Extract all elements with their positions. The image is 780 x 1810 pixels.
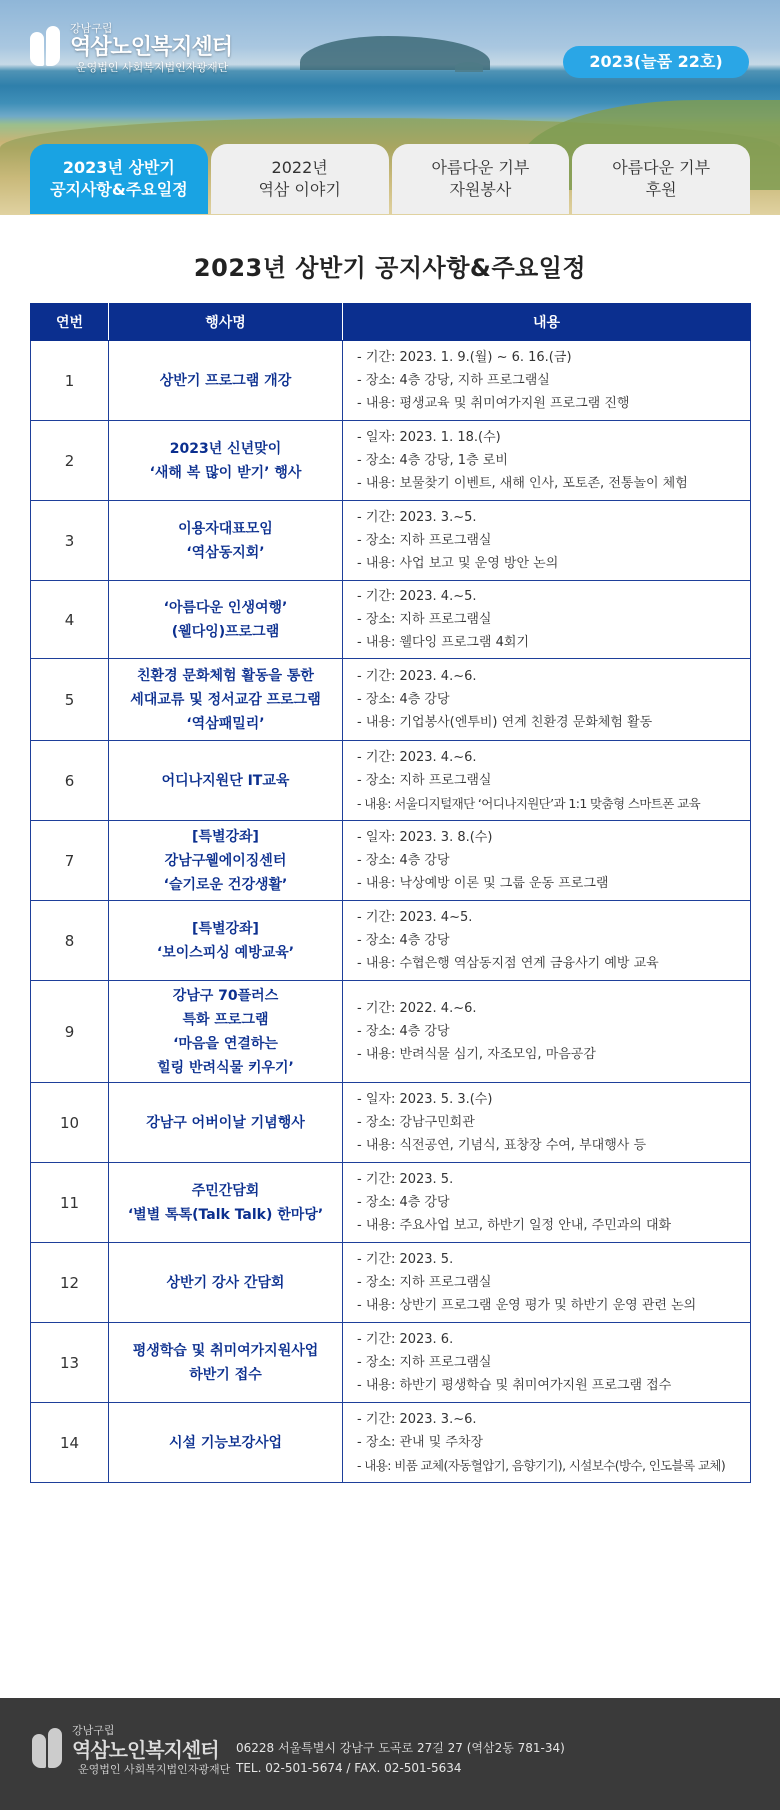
event-details [343,1243,751,1323]
row-number: 2 [31,421,109,501]
detail-line: - 내용: 수협은행 역삼동지점 연계 금융사기 예방 교육 [357,956,659,971]
table-row [31,421,751,501]
event-name-line: 2023년 신년맞이 [169,440,282,457]
detail-line: - 장소: 4층 강당, 지하 프로그램실 [357,373,550,388]
table-row [31,981,751,1083]
event-details [343,821,751,901]
table-row [31,1243,751,1323]
row-number: 14 [31,1403,109,1483]
event-name-line: 상반기 프로그램 개강 [159,372,292,389]
event-name-line: 강남구웰에이징센터 [164,852,287,869]
detail-line: - 기간: 2022. 4.~6. [357,1001,477,1016]
tab-label-line2: 후원 [645,180,677,199]
table-row [31,821,751,901]
detail-line: - 장소: 4층 강당, 1층 로비 [357,453,508,468]
detail-line: - 내용: 서울디지털재단 ‘어디나지원단’과 1:1 맞춤형 스마트폰 교육 [357,796,701,811]
row-number: 7 [31,821,109,901]
detail-line: - 장소: 지하 프로그램실 [357,1275,492,1290]
event-name [109,981,343,1083]
event-name-line: ‘역삼동지회’ [186,544,265,561]
detail-line: - 일자: 2023. 5. 3.(수) [357,1092,493,1107]
schedule-table [30,303,751,1483]
event-name [109,1403,343,1483]
row-number: 9 [31,981,109,1083]
event-name-line: 힐링 반려식물 키우기’ [157,1059,294,1076]
logo-text [70,22,232,74]
tab-label-line2: 공지사항&주요일정 [50,180,188,199]
event-name-line: 강남구 어버이날 기념행사 [146,1114,305,1131]
event-name-line: ‘새해 복 많이 받기’ 행사 [149,464,302,481]
tab-label-line1: 2022년 [271,158,328,177]
event-name [109,741,343,821]
detail-line: - 장소: 지하 프로그램실 [357,533,492,548]
footer-phone-fax: TEL. 02-501-5674 / FAX. 02-501-5634 [236,1761,462,1775]
tab-notices-schedule[interactable] [30,144,208,214]
row-number: 3 [31,501,109,581]
column-header-details: 내용 [343,304,751,341]
table-row [31,341,751,421]
logo-org-sub: 운영법인 사회복지법인자광재단 [76,61,229,74]
table-header-row [31,304,751,341]
table-row [31,501,751,581]
logo-mark-icon [30,1728,66,1772]
detail-line: - 내용: 웰다잉 프로그램 4회기 [357,635,530,650]
table-row [31,901,751,981]
footer-org-top: 강남구립 [72,1724,115,1737]
tab-label-line1: 아름다운 기부 [612,158,711,177]
table-row [31,659,751,741]
event-details [343,341,751,421]
footer-logo-text [72,1724,230,1776]
event-name-line: 특화 프로그램 [182,1011,269,1028]
detail-line: - 일자: 2023. 3. 8.(수) [357,830,493,845]
event-name [109,1083,343,1163]
row-number: 12 [31,1243,109,1323]
tab-label-line1: 아름다운 기부 [431,158,530,177]
detail-line: - 기간: 2023. 6. [357,1332,454,1347]
detail-line: - 장소: 지하 프로그램실 [357,612,492,627]
event-details [343,581,751,659]
table-row [31,741,751,821]
event-name [109,1163,343,1243]
detail-line: - 기간: 2023. 3.~5. [357,510,477,525]
tab-sponsorship[interactable] [572,144,750,214]
table-row [31,581,751,659]
detail-line: - 기간: 2023. 4~5. [357,910,473,925]
detail-line: - 내용: 기업봉사(엔투비) 연계 친환경 문화체험 활동 [357,715,653,730]
table-row [31,1323,751,1403]
event-name-line: 친환경 문화체험 활동을 통한 [137,667,314,684]
event-name-line: 강남구 70플러스 [172,987,279,1004]
detail-line: - 내용: 보물찾기 이벤트, 새해 인사, 포토존, 전통놀이 체험 [357,476,688,491]
tab-volunteer[interactable] [392,144,570,214]
event-name-line: ‘역삼패밀리’ [186,715,265,732]
footer-address: 06228 서울특별시 강남구 도곡로 27길 27 (역삼2동 781-34) [236,1741,565,1755]
detail-line: - 내용: 비품 교체(자동혈압기, 음향기기), 시설보수(방수, 인도블록 교체) [357,1458,726,1473]
event-name-line: [특별강좌] [192,828,259,845]
event-details [343,659,751,741]
row-number: 4 [31,581,109,659]
detail-line: - 기간: 2023. 5. [357,1252,454,1267]
detail-line: - 장소: 4층 강당 [357,933,450,948]
event-name-line: 이용자대표모임 [178,520,273,537]
event-name-line: ‘마음을 연결하는 [173,1035,278,1052]
islet-silhouette [455,62,483,72]
event-name-line: 상반기 강사 간담회 [166,1274,285,1291]
event-details [343,1163,751,1243]
issue-badge: 2023(늘품 22호) [563,46,749,78]
event-name-line: 시설 기능보강사업 [168,1434,283,1451]
footer-org-sub: 운영법인 사회복지법인자광재단 [78,1763,231,1776]
detail-line: - 내용: 평생교육 및 취미여가지원 프로그램 진행 [357,396,630,411]
event-name [109,581,343,659]
event-name-line: [특별강좌] [192,920,259,937]
footer-contact-info [236,1738,565,1778]
event-name-line: ‘아름다운 인생여행’ [163,599,288,616]
tab-label-line1: 2023년 상반기 [62,158,175,177]
detail-line: - 내용: 하반기 평생학습 및 취미여가지원 프로그램 접수 [357,1378,672,1393]
header-banner [0,0,780,215]
table-row [31,1403,751,1483]
tab-label-line2: 자원봉사 [449,180,512,199]
event-name [109,1243,343,1323]
table-row [31,1083,751,1163]
event-name-line: 주민간담회 [191,1182,260,1199]
tab-yeoksam-story[interactable] [211,144,389,214]
detail-line: - 내용: 낙상예방 이론 및 그룹 운동 프로그램 [357,876,609,891]
row-number: 10 [31,1083,109,1163]
row-number: 6 [31,741,109,821]
event-details [343,1323,751,1403]
event-name-line: 어디나지원단 IT교육 [161,772,290,789]
event-details [343,421,751,501]
detail-line: - 내용: 상반기 프로그램 운영 평가 및 하반기 운영 관련 논의 [357,1298,697,1313]
detail-line: - 기간: 2023. 1. 9.(월) ~ 6. 16.(금) [357,350,572,365]
event-details [343,1083,751,1163]
detail-line: - 장소: 4층 강당 [357,692,450,707]
detail-line: - 내용: 사업 보고 및 운영 방안 논의 [357,556,559,571]
detail-line: - 장소: 4층 강당 [357,1195,450,1210]
detail-line: - 기간: 2023. 4.~5. [357,589,477,604]
event-name [109,659,343,741]
event-name-line: ‘보이스피싱 예방교육’ [156,944,295,961]
event-name [109,901,343,981]
detail-line: - 기간: 2023. 5. [357,1172,454,1187]
event-name-line: ‘슬기로운 건강생활’ [163,876,288,893]
event-name [109,821,343,901]
event-details [343,741,751,821]
row-number: 13 [31,1323,109,1403]
event-details [343,901,751,981]
column-header-number: 연번 [31,304,109,341]
detail-line: - 장소: 4층 강당 [357,853,450,868]
center-logo[interactable] [28,22,232,74]
section-tabs [30,144,750,214]
detail-line: - 장소: 지하 프로그램실 [357,1355,492,1370]
event-name-line: 하반기 접수 [189,1366,262,1383]
detail-line: - 장소: 강남구민회관 [357,1115,475,1130]
logo-org-top: 강남구립 [70,22,113,35]
event-details [343,1403,751,1483]
footer-org-name: 역삼노인복지센터 [72,1738,219,1762]
table-row [31,1163,751,1243]
detail-line: - 내용: 식전공연, 기념식, 표창장 수여, 부대행사 등 [357,1138,646,1153]
detail-line: - 장소: 관내 및 주차장 [357,1435,484,1450]
column-header-event: 행사명 [109,304,343,341]
logo-org-name: 역삼노인복지센터 [70,35,233,60]
row-number: 11 [31,1163,109,1243]
event-name-line: ‘별별 톡톡(Talk Talk) 한마당’ [127,1206,324,1223]
tab-label-line2: 역삼 이야기 [258,180,341,199]
event-name-line: 세대교류 및 정서교감 프로그램 [130,691,321,708]
detail-line: - 장소: 4층 강당 [357,1024,450,1039]
logo-mark-icon [28,26,64,70]
footer [0,1698,780,1810]
page-title: 2023년 상반기 공지사항&주요일정 [193,254,587,282]
event-name [109,421,343,501]
detail-line: - 기간: 2023. 3.~6. [357,1412,477,1427]
detail-line: - 내용: 주요사업 보고, 하반기 일정 안내, 주민과의 대화 [357,1218,672,1233]
footer-logo[interactable] [30,1724,230,1776]
event-name-line: 평생학습 및 취미여가지원사업 [132,1342,319,1359]
detail-line: - 장소: 지하 프로그램실 [357,773,492,788]
detail-line: - 일자: 2023. 1. 18.(수) [357,430,501,445]
event-details [343,981,751,1083]
row-number: 5 [31,659,109,741]
detail-line: - 내용: 반려식물 심기, 자조모임, 마음공감 [357,1047,596,1062]
detail-line: - 기간: 2023. 4.~6. [357,669,477,684]
event-name [109,1323,343,1403]
row-number: 8 [31,901,109,981]
row-number: 1 [31,341,109,421]
event-name-line: (웰다잉)프로그램 [171,623,280,640]
event-details [343,501,751,581]
event-name [109,341,343,421]
event-name [109,501,343,581]
detail-line: - 기간: 2023. 4.~6. [357,750,477,765]
